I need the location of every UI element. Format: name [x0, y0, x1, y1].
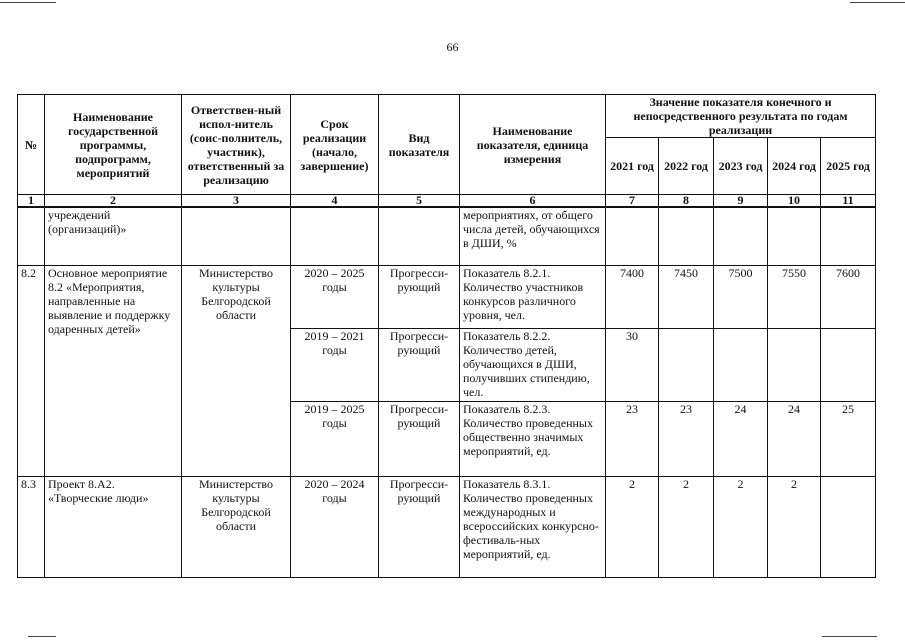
cell-responsible [182, 207, 291, 266]
header-year: 2023 год [714, 138, 768, 195]
header-year: 2022 год [659, 138, 714, 195]
header-no: № [18, 95, 45, 195]
header-period: Срок реализации (начало, завершение) [291, 95, 379, 195]
scan-edge-line [822, 636, 877, 637]
cell-type: Прогресси-рующий [379, 266, 460, 329]
cell-indicator: Показатель 8.2.2. Количество детей, обучающихся в ДШИ, получивших стипендию, чел. [460, 329, 606, 402]
cell-type [379, 207, 460, 266]
table-row [18, 477, 876, 578]
header-values-group: Значение показателя конечного и непосредственного результата по годам реализации [606, 95, 876, 138]
cell-no: 8.3 [18, 477, 45, 578]
cell-value: 7450 [659, 266, 714, 329]
cell-value [821, 207, 876, 266]
cell-value: 7600 [821, 266, 876, 329]
cell-no: 8.2 [18, 266, 45, 477]
cell-period: 2019 – 2021 годы [291, 329, 379, 402]
cell-type: Прогресси-рующий [379, 477, 460, 578]
header-indicator: Наименование показателя, единица измерения [460, 95, 606, 195]
column-number: 9 [714, 195, 768, 208]
column-number: 3 [182, 195, 291, 208]
column-number: 2 [45, 195, 182, 208]
cell-value: 24 [768, 402, 821, 477]
table-row [18, 266, 876, 329]
cell-value: 2 [714, 477, 768, 578]
indicators-table [17, 94, 876, 578]
header-year: 2021 год [606, 138, 659, 195]
cell-type: Прогресси-рующий [379, 329, 460, 402]
cell-value: 7500 [714, 266, 768, 329]
cell-value [768, 207, 821, 266]
cell-indicator: Показатель 8.3.1. Количество проведенных международных и всероссийских конкурсно-фестиваль-ных мероприятий, ед. [460, 477, 606, 578]
cell-indicator: Показатель 8.2.1. Количество участников конкурсов различного уровня, чел. [460, 266, 606, 329]
cell-value [659, 207, 714, 266]
column-number: 11 [821, 195, 876, 208]
scan-edge-line [28, 636, 56, 637]
scan-edge-line [850, 2, 905, 3]
column-number: 10 [768, 195, 821, 208]
header-year: 2024 год [768, 138, 821, 195]
cell-value: 23 [606, 402, 659, 477]
page-number: 66 [446, 40, 459, 54]
cell-value [821, 477, 876, 578]
column-number: 1 [18, 195, 45, 208]
column-number: 4 [291, 195, 379, 208]
cell-value: 7550 [768, 266, 821, 329]
header-type: Вид показателя [379, 95, 460, 195]
cell-program: учреждений (организаций)» [45, 207, 182, 266]
cell-value [768, 329, 821, 402]
cell-no [18, 207, 45, 266]
cell-value [606, 207, 659, 266]
cell-value: 2 [659, 477, 714, 578]
cell-value: 30 [606, 329, 659, 402]
cell-period [291, 207, 379, 266]
column-number: 7 [606, 195, 659, 208]
cell-responsible: Министерство культуры Белгородской области [182, 266, 291, 477]
cell-value [821, 329, 876, 402]
cell-period: 2020 – 2025 годы [291, 266, 379, 329]
header-year: 2025 год [821, 138, 876, 195]
cell-responsible: Министерство культуры Белгородской области [182, 477, 291, 578]
cell-value: 2 [768, 477, 821, 578]
table-row [18, 207, 876, 266]
column-number: 6 [460, 195, 606, 208]
cell-program: Проект 8.А2. «Творческие люди» [45, 477, 182, 578]
cell-value: 25 [821, 402, 876, 477]
cell-value: 7400 [606, 266, 659, 329]
column-number: 8 [659, 195, 714, 208]
cell-period: 2020 – 2024 годы [291, 477, 379, 578]
cell-program: Основное мероприятие 8.2 «Мероприятия, направленные на выявление и поддержку одаренных детей» [45, 266, 182, 477]
header-program: Наименование государственной программы, подпрограмм, мероприятий [45, 95, 182, 195]
cell-value [714, 207, 768, 266]
scan-edge-line [0, 2, 56, 3]
cell-value [714, 329, 768, 402]
column-number: 5 [379, 195, 460, 208]
cell-value [659, 329, 714, 402]
cell-period: 2019 – 2025 годы [291, 402, 379, 477]
cell-value: 2 [606, 477, 659, 578]
header-responsible: Ответствен-ный испол-нитель (соис-полнитель, участник), ответственный за реализацию [182, 95, 291, 195]
cell-type: Прогресси-рующий [379, 402, 460, 477]
cell-indicator: Показатель 8.2.3. Количество проведенных общественно значимых мероприятий, ед. [460, 402, 606, 477]
cell-value: 23 [659, 402, 714, 477]
cell-value: 24 [714, 402, 768, 477]
cell-indicator: мероприятиях, от общего числа детей, обучающихся в ДШИ, % [460, 207, 606, 266]
